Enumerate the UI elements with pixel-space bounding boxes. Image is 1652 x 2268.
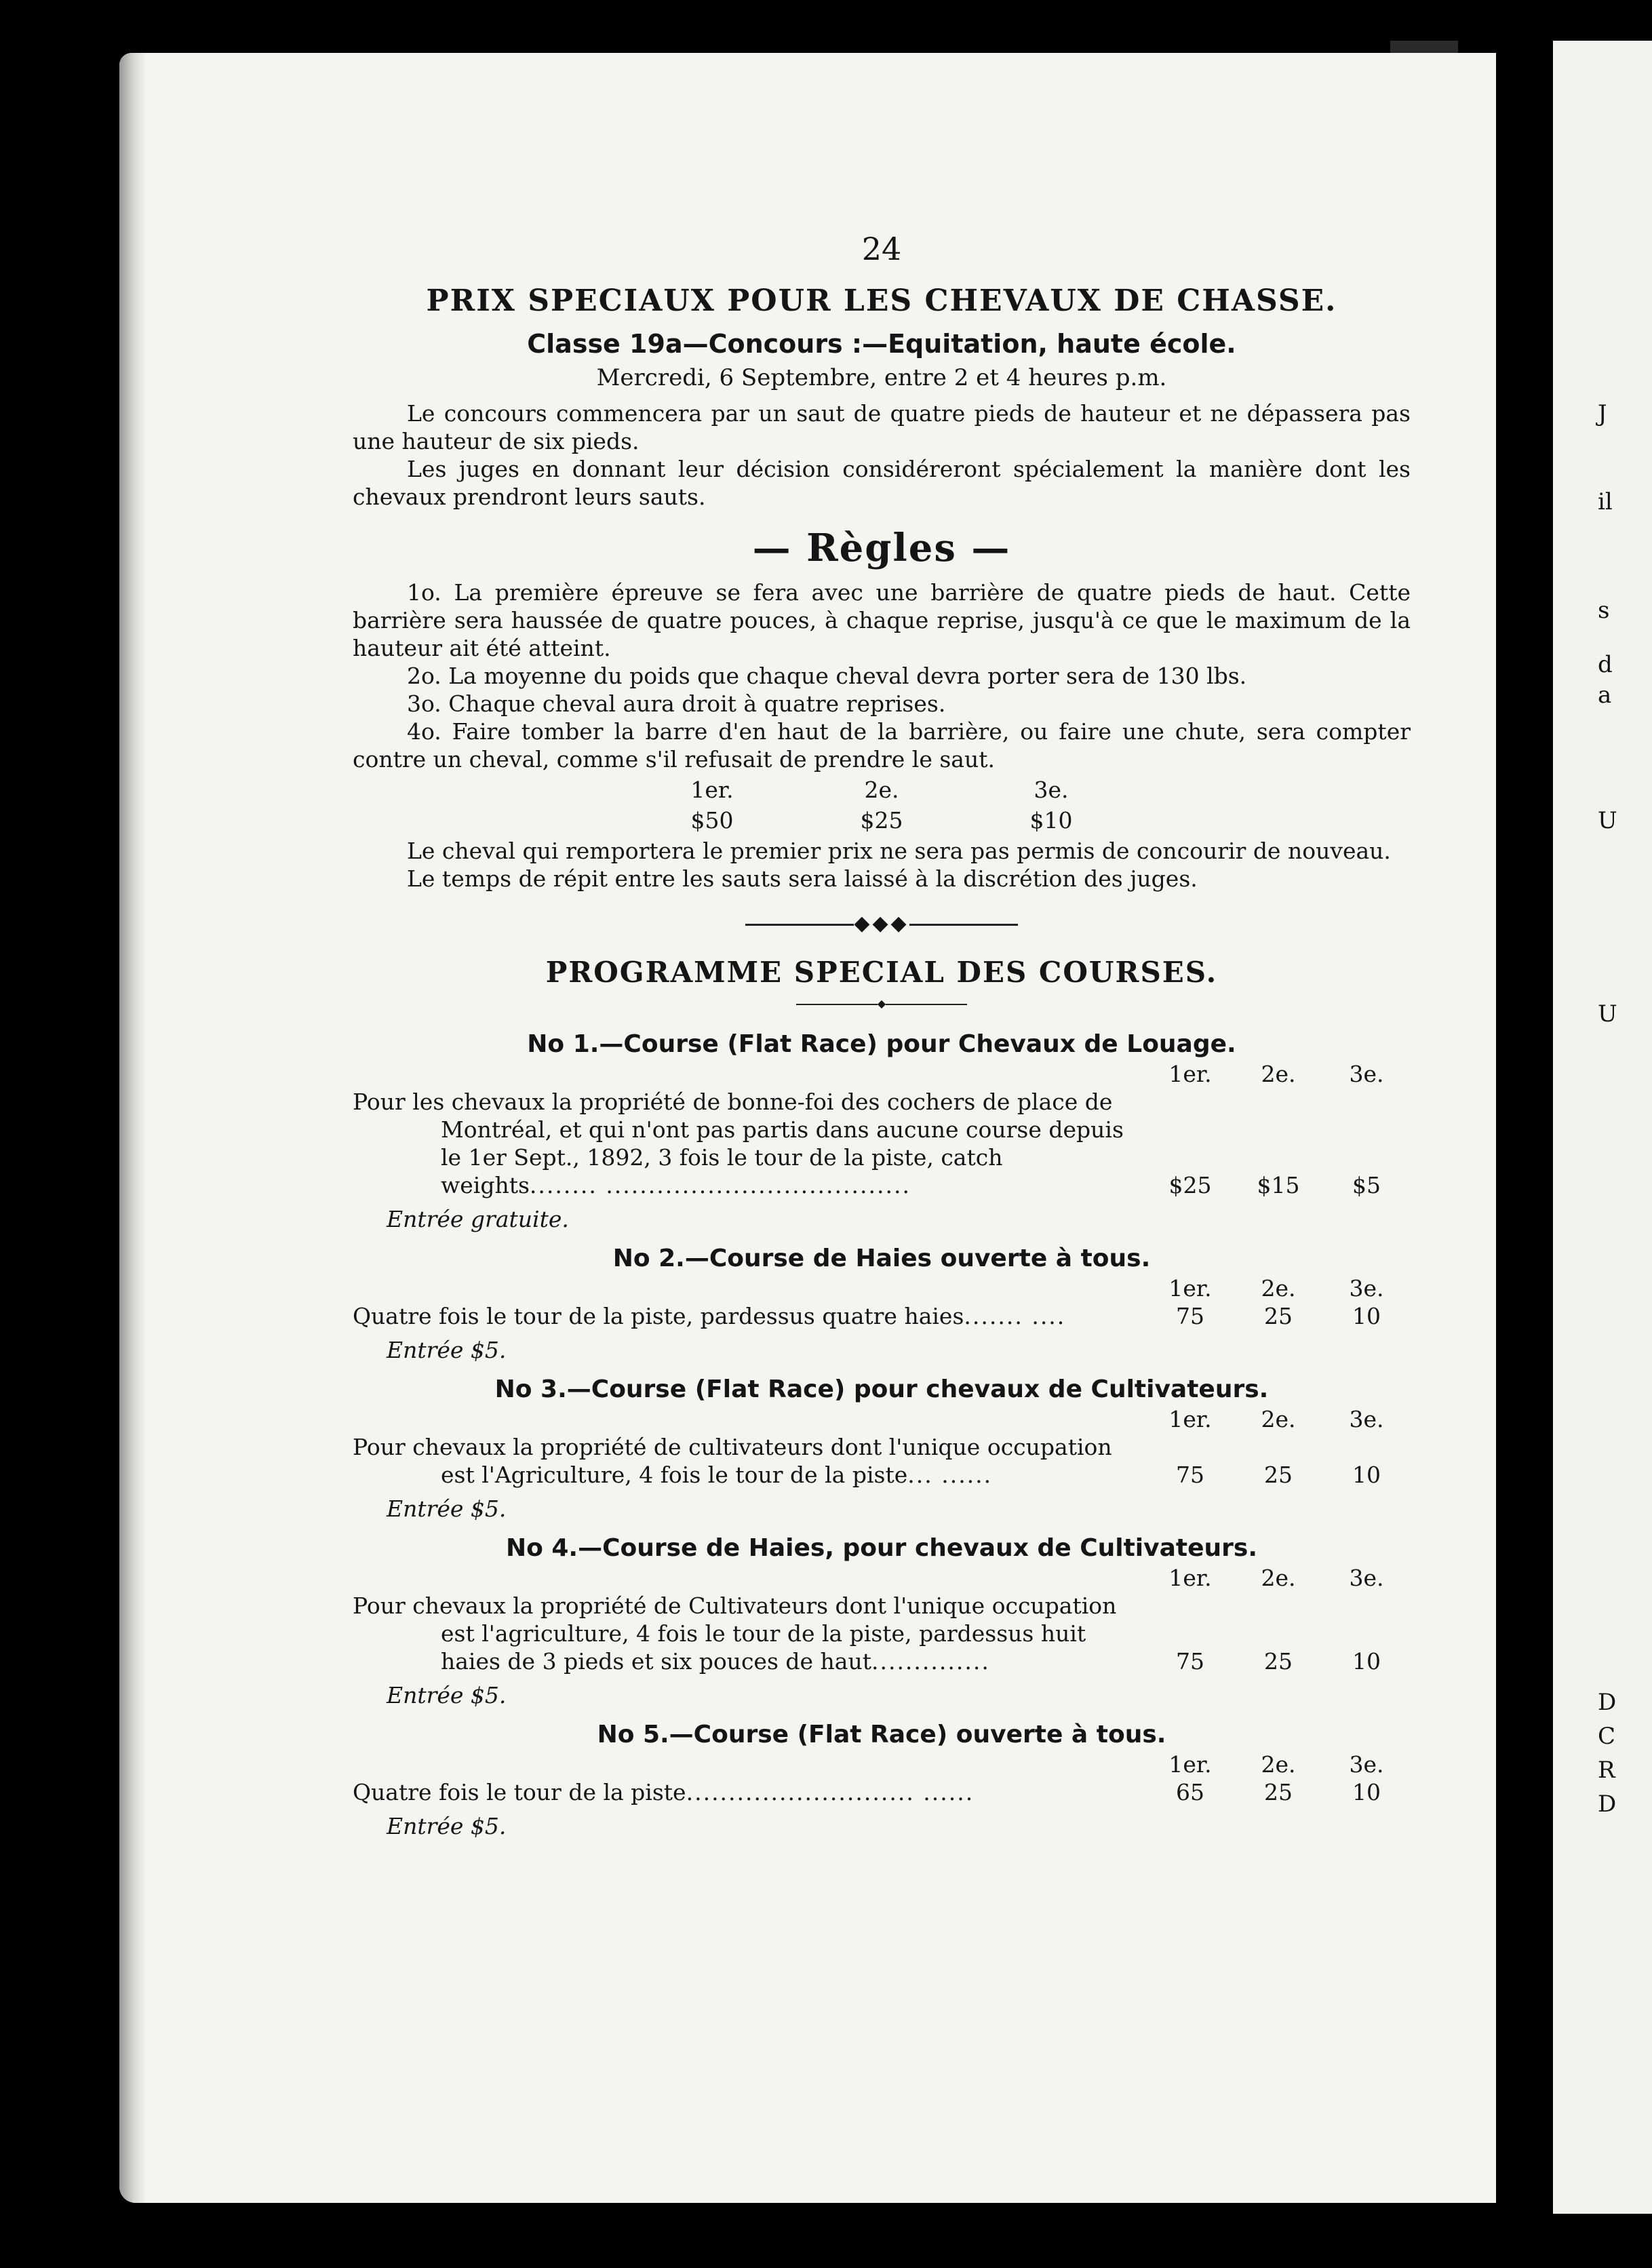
- race-description: Pour chevaux la propriété de Cultivateurs dont l'unique occupation est l'agriculture, 4 fois le tour de la piste, pardessus huit haies de 3 pieds et six pouces de haut..............: [353, 1592, 1117, 1675]
- race-row: [353, 1592, 1411, 1675]
- prize-label: 1er.: [1168, 1751, 1212, 1778]
- prize-label: 3e.: [1349, 1751, 1384, 1778]
- prize-label: 1er.: [1168, 1275, 1212, 1302]
- prize-amount: $10: [1029, 807, 1073, 834]
- prize-label: 1er.: [1168, 1061, 1212, 1087]
- prize-amount: 10: [1352, 1462, 1381, 1488]
- entry-fee: Entrée $5.: [387, 1682, 507, 1708]
- prize-amount: 65: [1176, 1779, 1204, 1805]
- race-description: Pour chevaux la propriété de cultivateurs dont l'unique occupation est l'Agriculture, 4 fois le tour de la piste... ......: [353, 1434, 1112, 1488]
- prize-label: 1er.: [1168, 1406, 1212, 1432]
- race-prize-header: [353, 1275, 1411, 1302]
- adjacent-page-edge: [1553, 41, 1652, 2214]
- entry-fee: Entrée $5.: [387, 1495, 507, 1522]
- prize-amount: 10: [1352, 1303, 1381, 1329]
- ornament-divider: ◆: [353, 997, 1411, 1010]
- prize-label: 2e.: [864, 777, 899, 803]
- race-description: Quatre fois le tour de la piste........................... ......: [353, 1779, 975, 1805]
- race-row: [353, 1433, 1411, 1489]
- race-block: [353, 1375, 1411, 1522]
- prize-amount: $5: [1352, 1172, 1381, 1198]
- edge-letter: d: [1598, 651, 1613, 678]
- prize-label: 1er.: [690, 777, 734, 803]
- race-block: [353, 1534, 1411, 1708]
- event-dateline: Mercredi, 6 Septembre, entre 2 et 4 heures p.m.: [596, 364, 1167, 391]
- edge-letter: D: [1598, 1791, 1617, 1818]
- edge-letter: s: [1598, 597, 1610, 624]
- prize-amount: $15: [1257, 1172, 1300, 1198]
- prize-label: 3e.: [1349, 1275, 1384, 1302]
- prize-label: 2e.: [1261, 1751, 1296, 1778]
- class-subtitle: Classe 19a—Concours :—Equitation, haute école.: [527, 329, 1236, 359]
- prize-amount: 75: [1176, 1648, 1204, 1675]
- prize-amounts: [353, 806, 1411, 834]
- edge-letter: C: [1598, 1723, 1616, 1750]
- prize-amount: 75: [1176, 1303, 1204, 1329]
- edge-letter: R: [1598, 1757, 1615, 1784]
- race-title: No 1.—Course (Flat Race) pour Chevaux de Louage.: [527, 1030, 1236, 1058]
- page-number: 24: [861, 231, 902, 267]
- dot-leader: ........................... ......: [686, 1779, 975, 1805]
- race-title: No 4.—Course de Haies, pour chevaux de Cultivateurs.: [505, 1534, 1258, 1562]
- closing-paragraph: Le cheval qui remportera le premier prix ne sera pas permis de concourir de nouveau.: [407, 838, 1391, 864]
- page-edge-shadow: [119, 53, 146, 2203]
- prize-amount: $25: [1168, 1172, 1212, 1198]
- edge-letter: J: [1598, 400, 1607, 427]
- entry-fee: Entrée gratuite.: [387, 1206, 569, 1232]
- prize-label: 3e.: [1349, 1061, 1384, 1087]
- edge-letter: U: [1598, 1000, 1617, 1028]
- page-title: PRIX SPECIAUX POUR LES CHEVAUX DE CHASSE.: [426, 284, 1337, 318]
- dot-leader: ........ ....................................: [529, 1172, 911, 1198]
- race-row: [353, 1778, 1411, 1806]
- ornament-divider: ◆◆◆: [353, 912, 1411, 935]
- prize-amount: 10: [1352, 1648, 1381, 1675]
- race-row: [353, 1302, 1411, 1330]
- entry-fee: Entrée $5.: [387, 1813, 507, 1839]
- race-prize-header: [353, 1061, 1411, 1088]
- race-prize-header: [353, 1565, 1411, 1592]
- race-title: No 3.—Course (Flat Race) pour chevaux de Cultivateurs.: [494, 1375, 1269, 1403]
- prize-amount: 25: [1264, 1462, 1293, 1488]
- race-row: [353, 1088, 1411, 1199]
- rules-heading: — Règles —: [752, 526, 1011, 570]
- rule-item: 4o. Faire tomber la barre d'en haut de la barrière, ou faire une chute, sera compter contre un cheval, comme s'il refusait de prendre le saut.: [353, 718, 1411, 773]
- prize-amount: 25: [1264, 1779, 1293, 1805]
- race-title: No 5.—Course (Flat Race) ouverte à tous.: [597, 1721, 1166, 1748]
- closing-paragraph: Le temps de répit entre les sauts sera laissé à la discrétion des juges.: [407, 865, 1198, 892]
- prize-amount: 25: [1264, 1303, 1293, 1329]
- race-description: Pour les chevaux la propriété de bonne-foi des cochers de place de Montréal, et qui n'ont pas partis dans aucune course depuis le 1er Sept., 1892, 3 fois le tour de la piste, catch weights........ ....................................: [353, 1089, 1124, 1198]
- race-title: No 2.—Course de Haies ouverte à tous.: [612, 1245, 1151, 1272]
- race-description: Quatre fois le tour de la piste, pardessus quatre haies....... ....: [353, 1303, 1066, 1329]
- intro-paragraph: Les juges en donnant leur décision considéreront spécialement la manière dont les chevaux prendront leurs sauts.: [353, 456, 1411, 510]
- prize-amount: 10: [1352, 1779, 1381, 1805]
- page-content: [353, 231, 1411, 1839]
- rule-item: 3o. Chaque cheval aura droit à quatre reprises.: [407, 690, 946, 717]
- race-block: [353, 1721, 1411, 1839]
- dot-leader: ... ......: [907, 1462, 993, 1488]
- prize-amount: 25: [1264, 1648, 1293, 1675]
- prize-amount: $50: [690, 807, 734, 834]
- prize-label: 2e.: [1261, 1406, 1296, 1432]
- dot-leader: ..............: [871, 1648, 990, 1675]
- prize-amount: $25: [860, 807, 903, 834]
- race-prize-header: [353, 1406, 1411, 1433]
- entry-fee: Entrée $5.: [387, 1337, 507, 1363]
- prize-label: 3e.: [1349, 1406, 1384, 1432]
- intro-paragraph: Le concours commencera par un saut de quatre pieds de hauteur et ne dépassera pas une hauteur de six pieds.: [353, 400, 1411, 454]
- rule-item: 1o. La première épreuve se fera avec une barrière de quatre pieds de haut. Cette barrière sera haussée de quatre pouces, à chaque reprise, jusqu'à ce que le maximum de la hauteur ait été atteint.: [353, 579, 1411, 661]
- edge-letter: D: [1598, 1689, 1617, 1716]
- dot-leader: ....... ....: [964, 1303, 1066, 1329]
- prize-label: 3e.: [1349, 1565, 1384, 1591]
- rule-item: 2o. La moyenne du poids que chaque cheval devra porter sera de 130 lbs.: [407, 663, 1247, 689]
- prize-labels: [353, 776, 1411, 804]
- prize-amount: 75: [1176, 1462, 1204, 1488]
- prize-label: 1er.: [1168, 1565, 1212, 1591]
- edge-letter: il: [1598, 488, 1613, 515]
- edge-letter: U: [1598, 807, 1617, 834]
- prize-label: 2e.: [1261, 1061, 1296, 1087]
- race-block: [353, 1030, 1411, 1232]
- race-block: [353, 1245, 1411, 1363]
- prize-label: 3e.: [1034, 777, 1069, 803]
- programme-title: PROGRAMME SPECIAL DES COURSES.: [545, 956, 1218, 989]
- prize-label: 2e.: [1261, 1565, 1296, 1591]
- prize-label: 2e.: [1261, 1275, 1296, 1302]
- race-prize-header: [353, 1751, 1411, 1778]
- edge-letter: a: [1598, 682, 1612, 709]
